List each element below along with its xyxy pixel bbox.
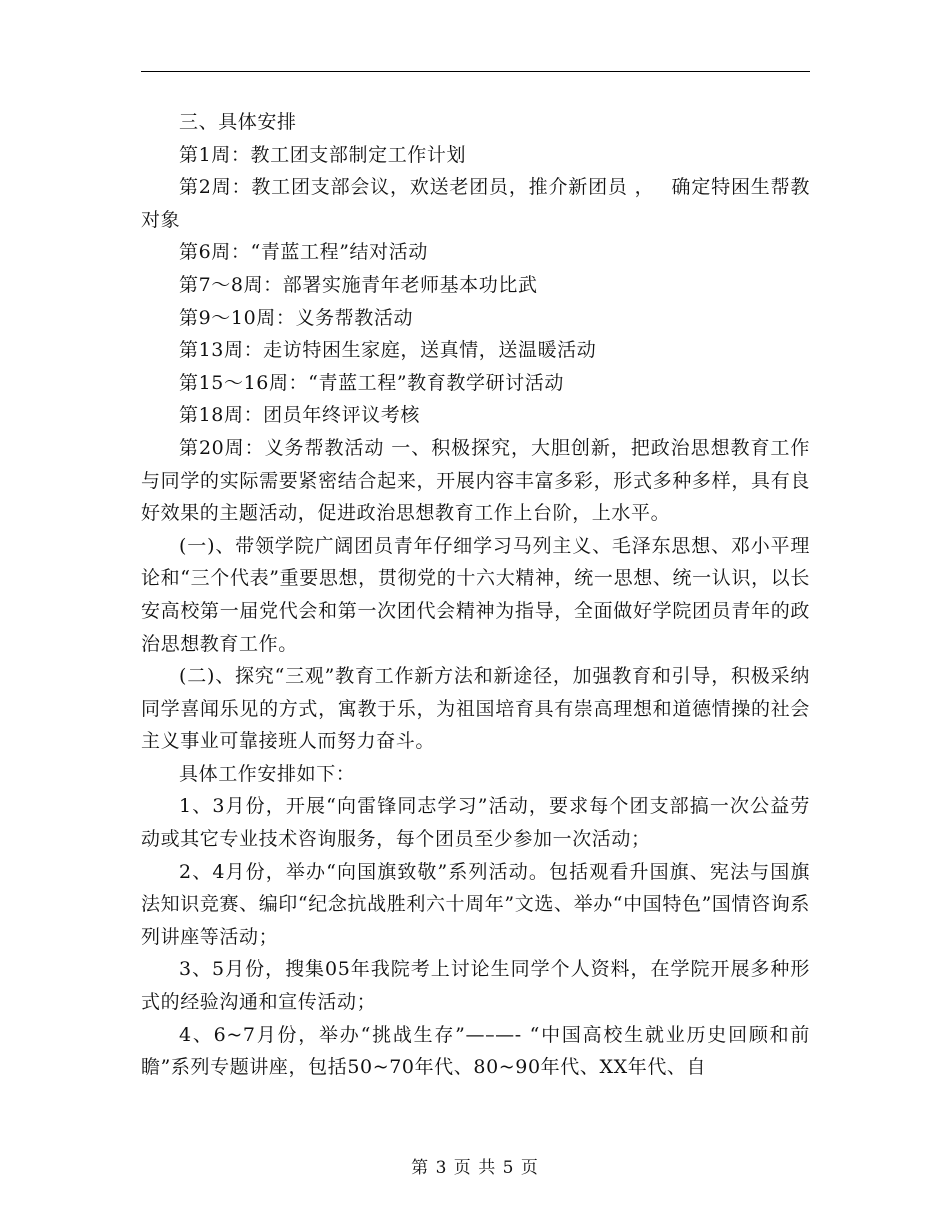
paragraph: 第2周：教工团支部会议，欢送老团员，推介新团员 ， 确定特困生帮教对象 bbox=[141, 176, 810, 231]
paragraph: 第15～16周：“青蓝工程”教育教学研讨活动 bbox=[179, 371, 564, 394]
paragraph: (二)、探究“三观”教育工作新方法和新途径，加强教育和引导，积极采纳同学喜闻乐见的方式，寓教于乐，为祖国培育具有崇高理想和道德情操的社会主义事业可靠接班人而努力奋斗。 bbox=[141, 665, 810, 753]
paragraph: 第1周：教工团支部制定工作计划 bbox=[179, 143, 467, 166]
paragraph: 具体工作安排如下： bbox=[179, 762, 356, 785]
paragraph: 第9～10周：义务帮教活动 bbox=[179, 306, 414, 329]
paragraph: 2、4月份，举办“向国旗致敬”系列活动。包括观看升国旗、宪法与国旗法知识竞赛、编印“纪念抗战胜利六十周年”文选、举办“中国特色”国情咨询系列讲座等活动； bbox=[141, 860, 810, 948]
paragraph: (一)、带领学院广阔团员青年仔细学习马列主义、毛泽东思想、邓小平理论和“三个代表”重要思想，贯彻党的十六大精神，统一思想、统一认识，以长安高校第一届党代会和第一次团代会精神为指导，全面做好学院团员青年的政治思想教育工作。 bbox=[141, 534, 810, 655]
page-number-footer: 第 3 页 共 5 页 bbox=[411, 1158, 539, 1178]
paragraph: 1、3月份，开展“向雷锋同志学习”活动，要求每个团支部搞一次公益劳动或其它专业技术咨询服务，每个团员至少参加一次活动； bbox=[141, 795, 810, 851]
paragraph: 3、5月份，搜集05年我院考上讨论生同学个人资料，在学院开展多种形式的经验沟通和宣传活动； bbox=[141, 958, 810, 1014]
document-body bbox=[141, 106, 810, 1084]
paragraph: 第13周：走访特困生家庭，送真情，送温暖活动 bbox=[179, 339, 597, 362]
paragraph: 第20周：义务帮教活动 一、积极探究，大胆创新，把政治思想教育工作与同学的实际需要紧密结合起来，开展内容丰富多彩，形式多种多样，具有良好效果的主题活动，促进政治思想教育工作上台阶，上水平。 bbox=[141, 436, 810, 525]
paragraph: 第6周：“青蓝工程”结对活动 bbox=[179, 241, 428, 264]
paragraph: 三、具体安排 bbox=[179, 111, 297, 133]
paragraph: 第18周：团员年终评议考核 bbox=[179, 404, 420, 427]
paragraph: 4、6~7月份，举办“挑战生存”—–—- “中国高校生就业历史回顾和前瞻”系列专题讲座，包括50~70年代、80~90年代、XX年代、自 bbox=[141, 1023, 810, 1079]
header-rule bbox=[141, 71, 810, 72]
paragraph: 第7～8周：部署实施青年老师基本功比武 bbox=[179, 273, 538, 296]
